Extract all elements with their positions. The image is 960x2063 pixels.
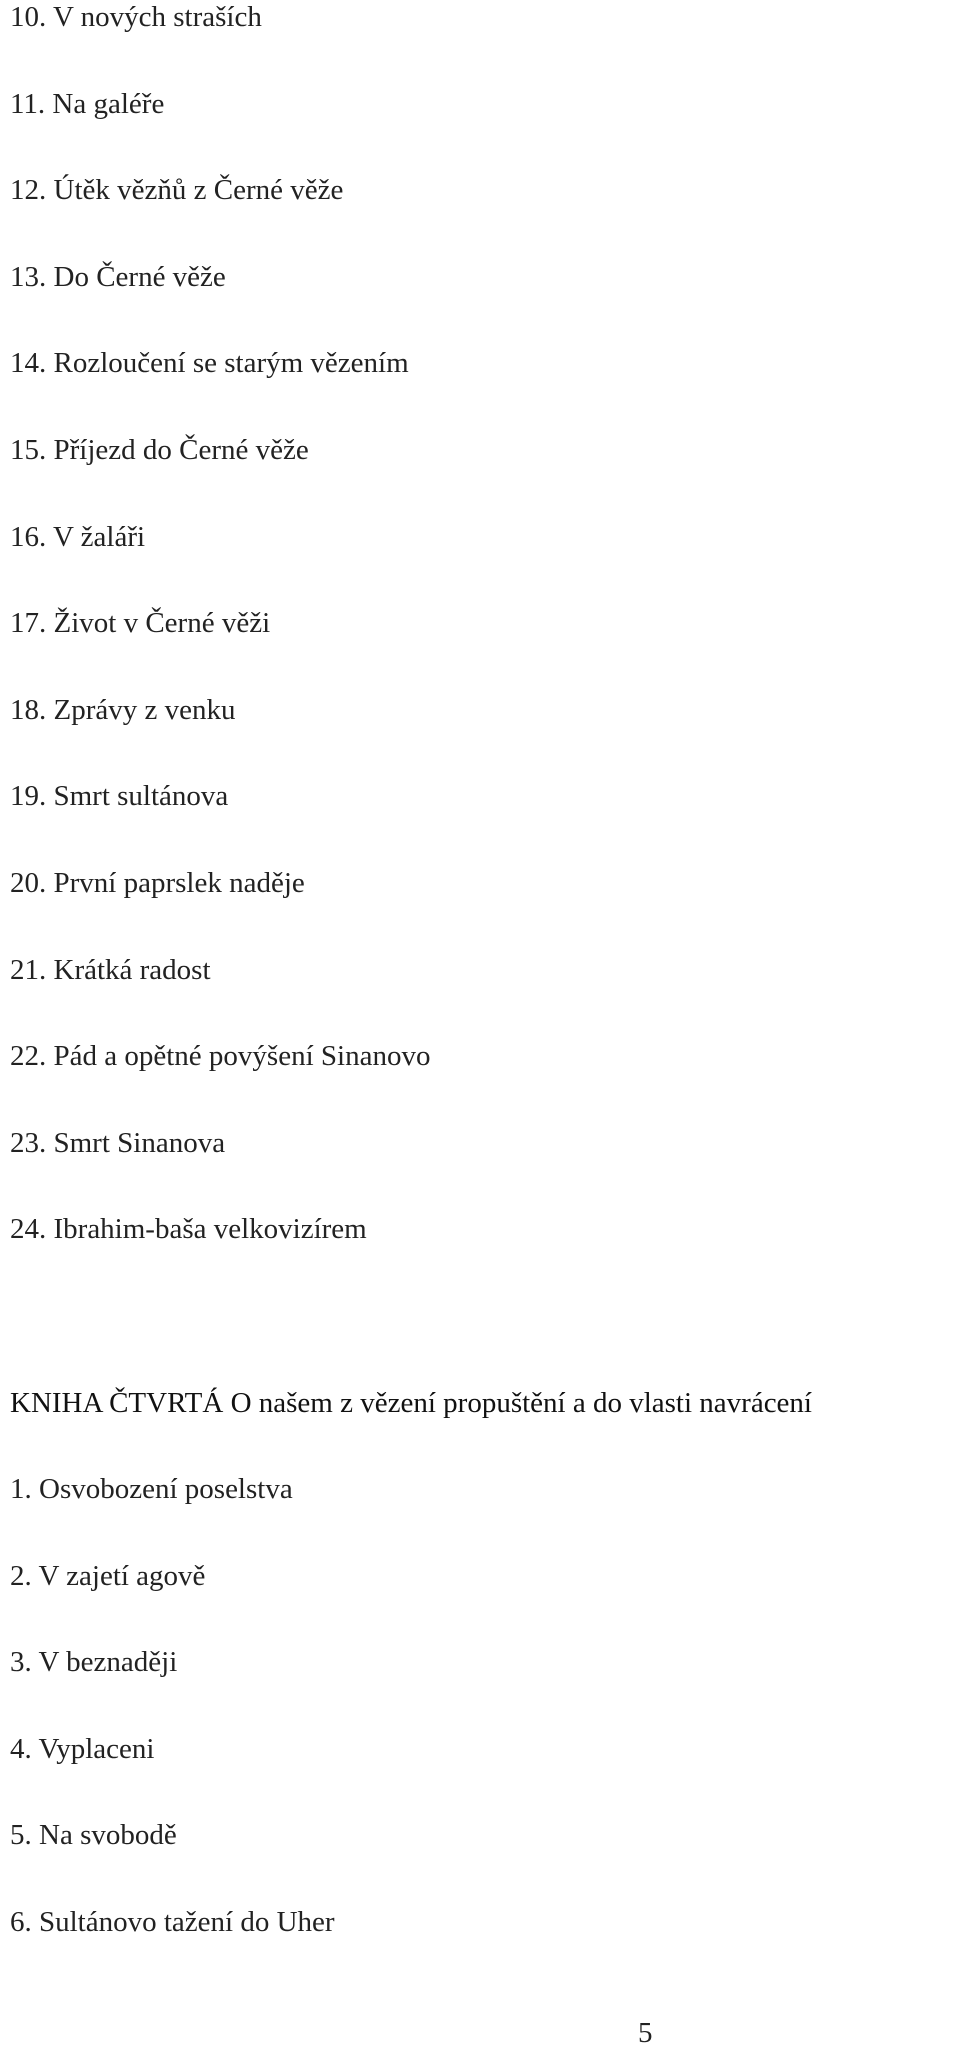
toc-item: 3. V beznaději	[10, 1646, 178, 1678]
toc-item: 14. Rozloučení se starým vězením	[10, 347, 409, 379]
toc-item: 17. Život v Černé věži	[10, 607, 271, 639]
page-number: 5	[638, 2017, 653, 2049]
toc-item: 20. První paprslek naděje	[10, 867, 305, 899]
toc-item: 21. Krátká radost	[10, 954, 211, 986]
toc-item: 1. Osvobození poselstva	[10, 1473, 293, 1505]
toc-item: 18. Zprávy z venku	[10, 694, 236, 726]
toc-item: 23. Smrt Sinanova	[10, 1127, 226, 1159]
toc-item: 5. Na svobodě	[10, 1819, 177, 1851]
toc-item: 15. Příjezd do Černé věže	[10, 434, 309, 466]
toc-item: 19. Smrt sultánova	[10, 780, 229, 812]
toc-item: 6. Sultánovo tažení do Uher	[10, 1906, 335, 1938]
toc-item: 24. Ibrahim-baša velkovizírem	[10, 1213, 367, 1245]
book-heading: KNIHA ČTVRTÁ O našem z vězení propuštění a do vlasti navrácení	[10, 1387, 812, 1419]
toc-item: 2. V zajetí agově	[10, 1560, 206, 1592]
toc-item: 16. V žaláři	[10, 521, 146, 553]
toc-item: 11. Na galéře	[10, 88, 165, 120]
toc-item: 13. Do Černé věže	[10, 261, 226, 293]
toc-item: 22. Pád a opětné povýšení Sinanovo	[10, 1040, 431, 1072]
toc-item: 10. V nových straších	[10, 1, 262, 33]
toc-item: 4. Vyplaceni	[10, 1733, 155, 1765]
toc-item: 12. Útěk vězňů z Černé věže	[10, 174, 344, 206]
